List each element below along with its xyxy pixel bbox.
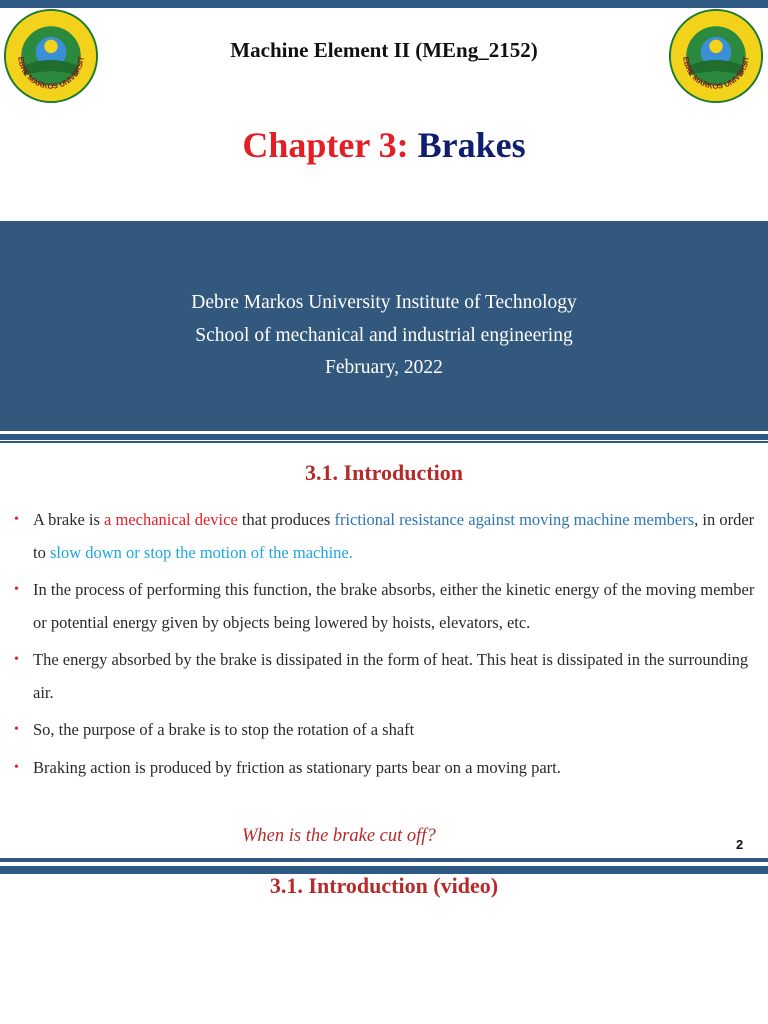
bullet-text: The energy absorbed by the brake is dissipated in the form of heat. This heat is dissipated in the surrounding air. bbox=[33, 650, 749, 702]
list-item bbox=[14, 714, 758, 747]
list-item bbox=[14, 752, 758, 785]
question-text: When is the brake cut off? bbox=[242, 826, 436, 846]
bullet-icon: • bbox=[14, 582, 19, 597]
section-title: 3.1. Introduction bbox=[305, 460, 463, 485]
bullet-text: A brake is bbox=[33, 510, 105, 529]
bullet-text: Braking action is produced by friction as stationary parts bear on a moving part. bbox=[33, 757, 561, 777]
list-item bbox=[14, 574, 758, 639]
school-name: School of mechanical and industrial engineering bbox=[195, 324, 573, 346]
bullet-text: a mechanical device bbox=[104, 510, 238, 529]
bullet-text: , in order to bbox=[33, 510, 755, 562]
date: February, 2022 bbox=[325, 357, 443, 378]
slide-separator bbox=[0, 441, 768, 443]
slide-separator bbox=[0, 858, 768, 862]
chapter-title bbox=[0, 124, 768, 166]
slide-separator bbox=[0, 434, 768, 440]
list-item bbox=[14, 644, 758, 709]
chapter-label: Chapter 3: bbox=[242, 125, 409, 165]
bullet-text: So, the purpose of a brake is to stop the rotation of a shaft bbox=[33, 720, 415, 739]
list-item bbox=[14, 504, 758, 569]
top-rule bbox=[0, 0, 768, 8]
bullet-list bbox=[14, 504, 758, 789]
bullet-icon: • bbox=[14, 512, 19, 527]
bullet-text: that produces bbox=[237, 510, 335, 529]
section-title-video: 3.1. Introduction (video) bbox=[269, 873, 499, 898]
bullet-text: In the process of performing this function, the brake absorbs, either the kinetic energy of the moving member or potential energy given by objects being lowered by hoists, elevators, etc. bbox=[33, 580, 755, 632]
institution-info bbox=[0, 287, 768, 385]
bullet-icon: • bbox=[14, 759, 19, 775]
institution-name: Debre Markos University Institute of Technology bbox=[191, 292, 577, 313]
bullet-icon: • bbox=[14, 722, 19, 737]
svg-text:DEBRE MARKOS UNIVERSITY: EBRE MARKOS UNIVERSIT bbox=[681, 55, 751, 91]
chapter-topic: Brakes bbox=[417, 125, 526, 165]
bullet-text: slow down or stop the motion of the machine. bbox=[49, 542, 353, 562]
svg-text:DEBRE MARKOS UNIVERSITY: EBRE MARKOS UNIVERSIT bbox=[16, 55, 86, 91]
bullet-text: frictional resistance against moving machine members bbox=[334, 510, 695, 529]
bullet-icon: • bbox=[14, 652, 19, 667]
page-number: 2 bbox=[736, 837, 744, 852]
course-title: Machine Element II (MEng_2152) bbox=[230, 38, 538, 62]
